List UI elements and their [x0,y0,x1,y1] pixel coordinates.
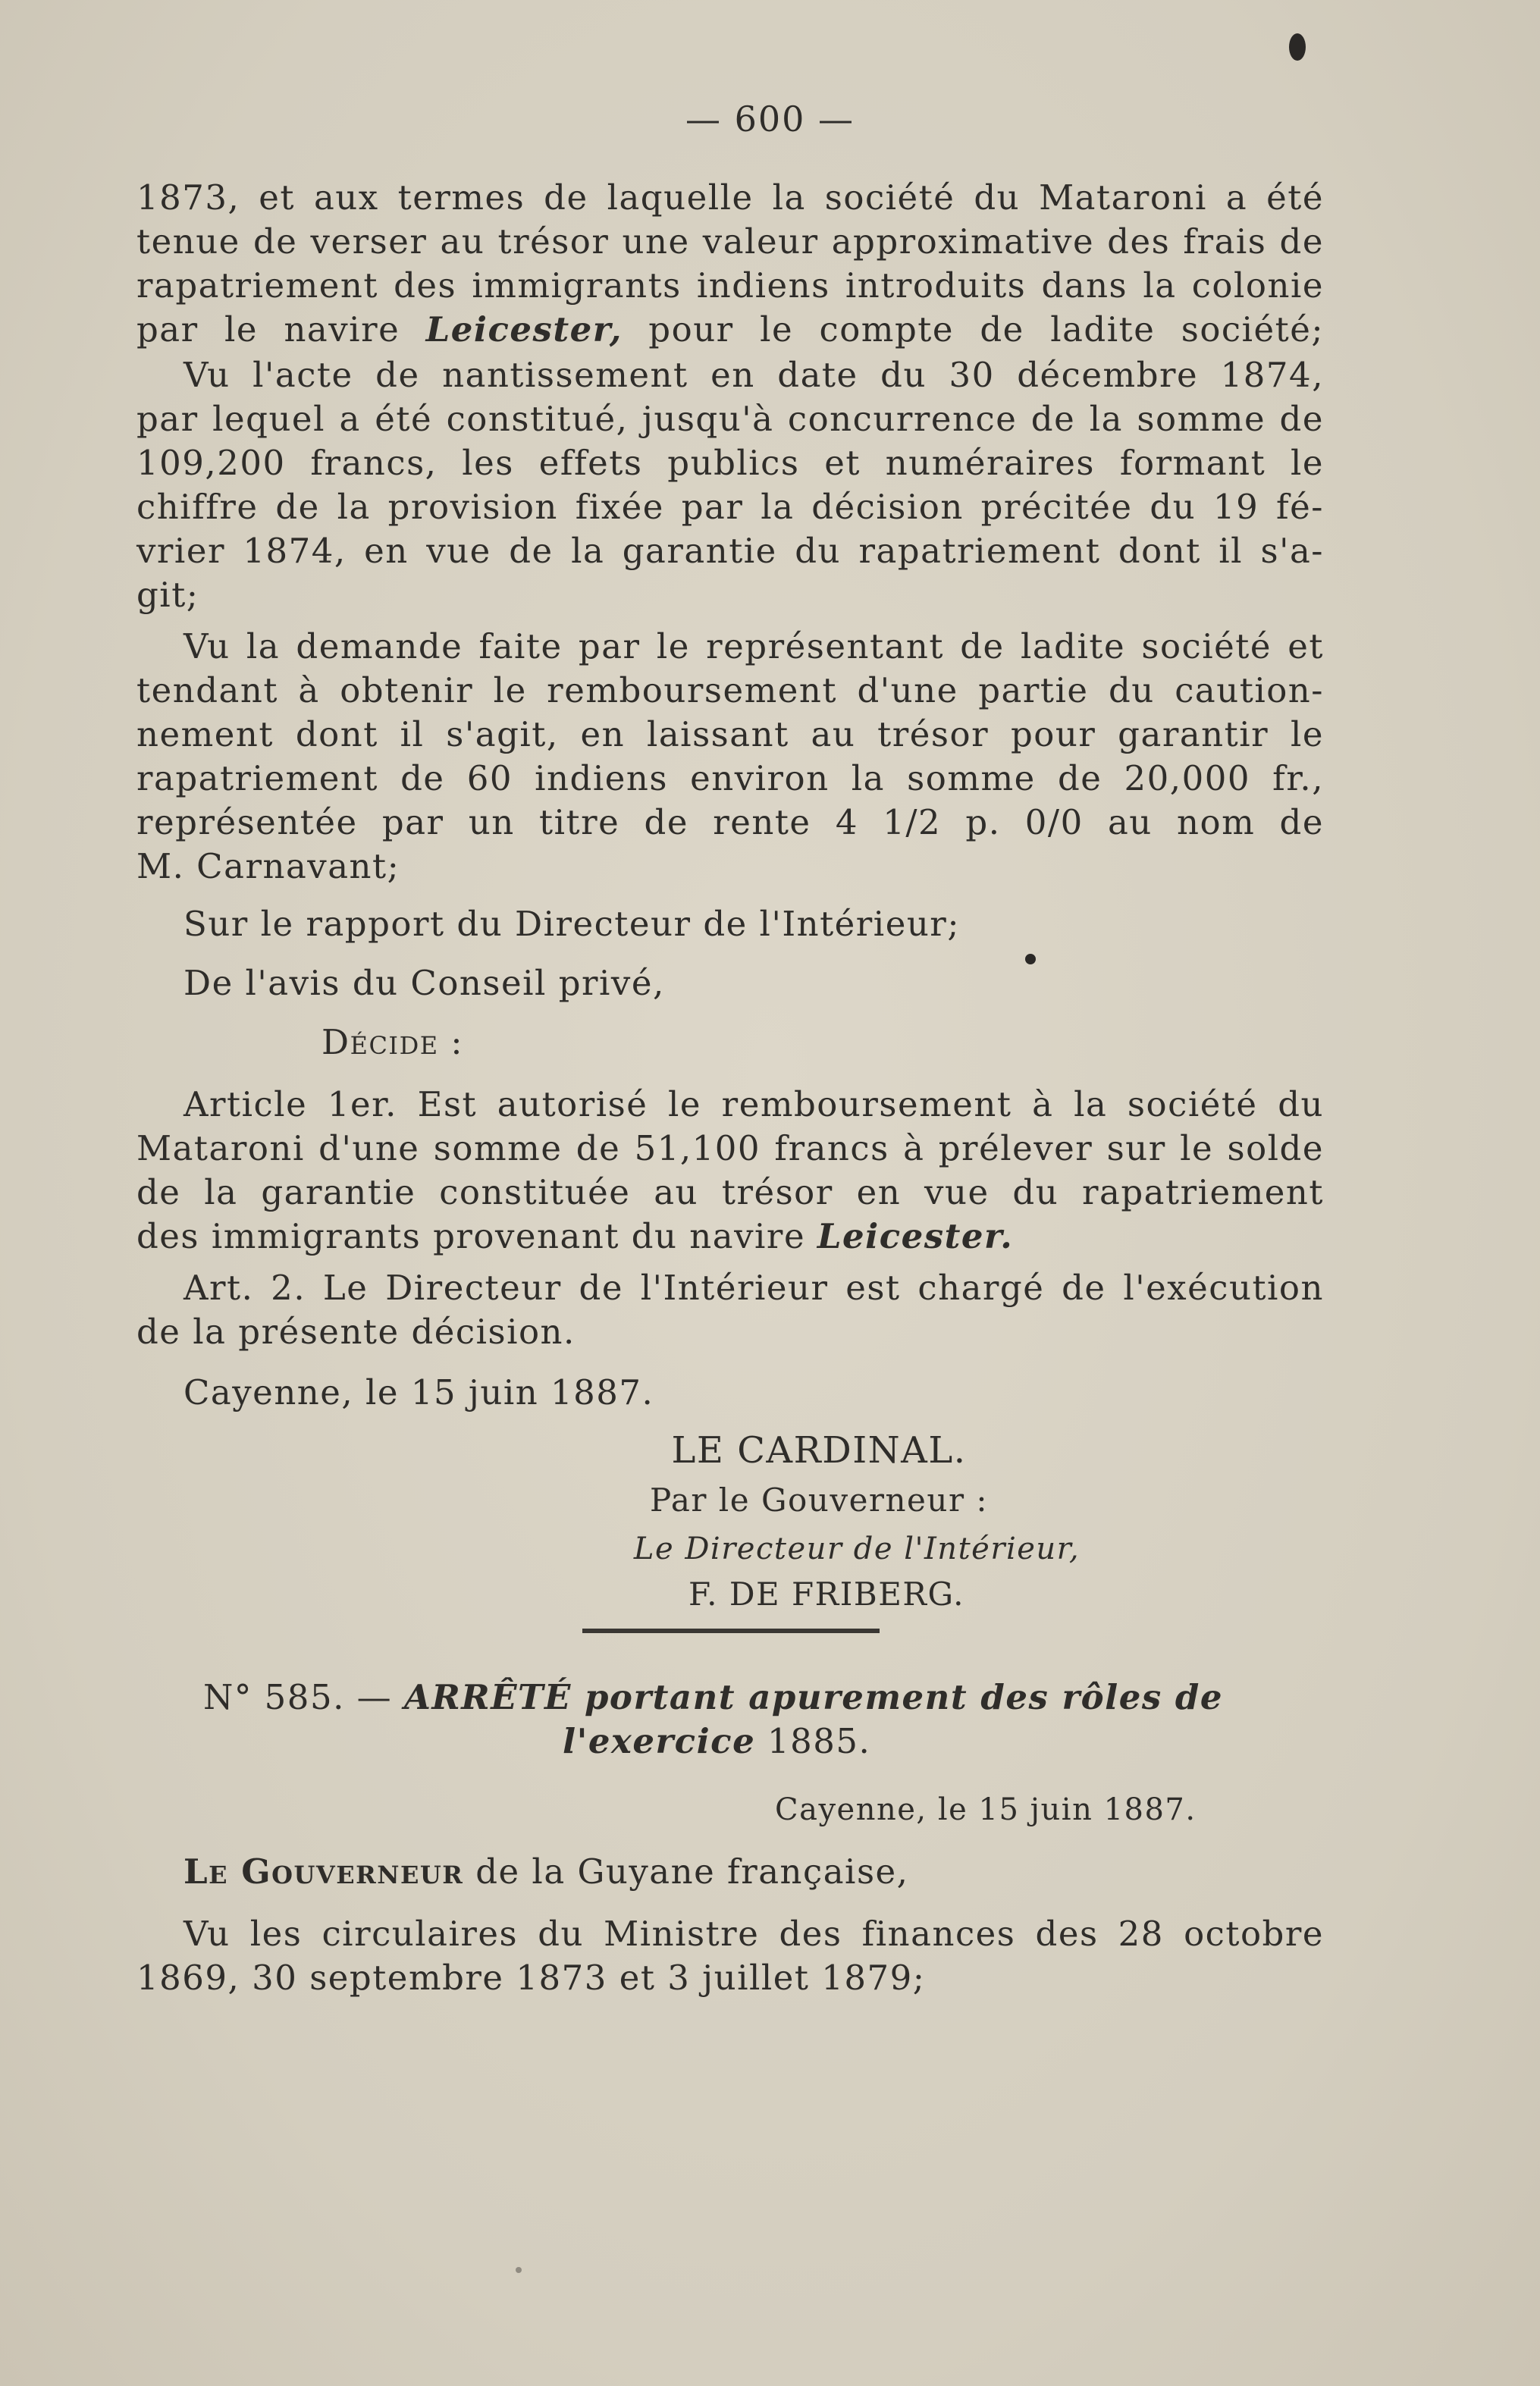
dateline: Cayenne, le 15 juin 1887. [183,1372,654,1412]
text-line: Mataroni d'une somme de 51,100 francs à prélever sur le solde [136,1128,1324,1168]
arrete-number: N° 585. — [203,1677,393,1717]
text-line: De l'avis du Conseil privé, [183,963,665,1003]
page-number: — 600 — [685,99,855,140]
text-line: de la garantie constituée au trésor en vue du rapatriement [136,1172,1324,1212]
divider [582,1629,880,1633]
text-line: Le Gouverneur de la Guyane française, [136,1850,1324,1894]
ink-spot [1289,33,1306,61]
text-line: chiffre de la provision fixée par la décision précitée du 19 fé- [136,487,1324,527]
text-line: Vu les circulaires du Ministre des finances des 28 octobre [183,1914,1324,1954]
text-line: de la présente décision. [136,1312,576,1352]
text-line: 1873, et aux termes de laquelle la société du Mataroni a été [136,177,1324,218]
ship-name: Leicester, [425,309,623,350]
text-line: Sur le rapport du Directeur de l'Intérieur; [183,904,960,944]
text-line: rapatriement des immigrants indiens introduits dans la colonie [136,265,1324,306]
text-line: Vu la demande faite par le représentant de ladite société et [183,626,1324,666]
arrete-dateline: Cayenne, le 15 juin 1887. [775,1792,1197,1827]
text-line: M. Carnavant; [136,846,400,886]
decide-heading: Décide : [321,1022,464,1062]
ship-name: Leicester. [817,1216,1014,1256]
text-line: par lequel a été constitué, jusqu'à concurrence de la somme de [136,399,1324,439]
text-line: 109,200 francs, les effets publics et numéraires formant le [136,443,1324,483]
text-line: vrier 1874, en vue de la garantie du rapatriement dont il s'a- [136,531,1324,571]
signature-name: LE CARDINAL. [671,1429,967,1472]
text-line: git; [136,575,199,615]
governor-title: Le Gouverneur [183,1851,464,1892]
text-line: tendant à obtenir le remboursement d'une partie du caution- [136,670,1324,710]
signature-role: Le Directeur de l'Intérieur, [633,1532,1081,1566]
signature-signer: F. DE FRIBERG. [688,1576,964,1613]
arrete-title-line: l'exercice 1885. [563,1721,871,1761]
text-line: Art. 2. Le Directeur de l'Intérieur est chargé de l'exécution [183,1268,1324,1308]
text-line: nement dont il s'agit, en laissant au trésor pour garantir le [136,714,1324,754]
text-line: Vu l'acte de nantissement en date du 30 décembre 1874, [183,355,1324,395]
text-line: par le navire Leicester, pour le compte de ladite société; [136,309,1325,350]
ink-spot [516,2267,522,2273]
text-line: représentée par un titre de rente 4 1/2 p. 0/0 au nom de [136,802,1324,842]
text-line: rapatriement de 60 indiens environ la somme de 20,000 fr., [136,758,1324,798]
arrete-title: ARRÊTÉ portant apurement des rôles de [404,1677,1223,1717]
signature-par: Par le Gouverneur : [649,1481,989,1519]
arrete-title-line [203,1676,1250,1720]
text-line: 1869, 30 septembre 1873 et 3 juillet 1879; [136,1958,926,1998]
text-line: Article 1er. Est autorisé le remboursement à la société du [183,1084,1324,1124]
text-line: tenue de verser au trésor une valeur approximative des frais de [136,221,1324,262]
text-line: des immigrants provenant du navire Leicester. [136,1216,1014,1256]
